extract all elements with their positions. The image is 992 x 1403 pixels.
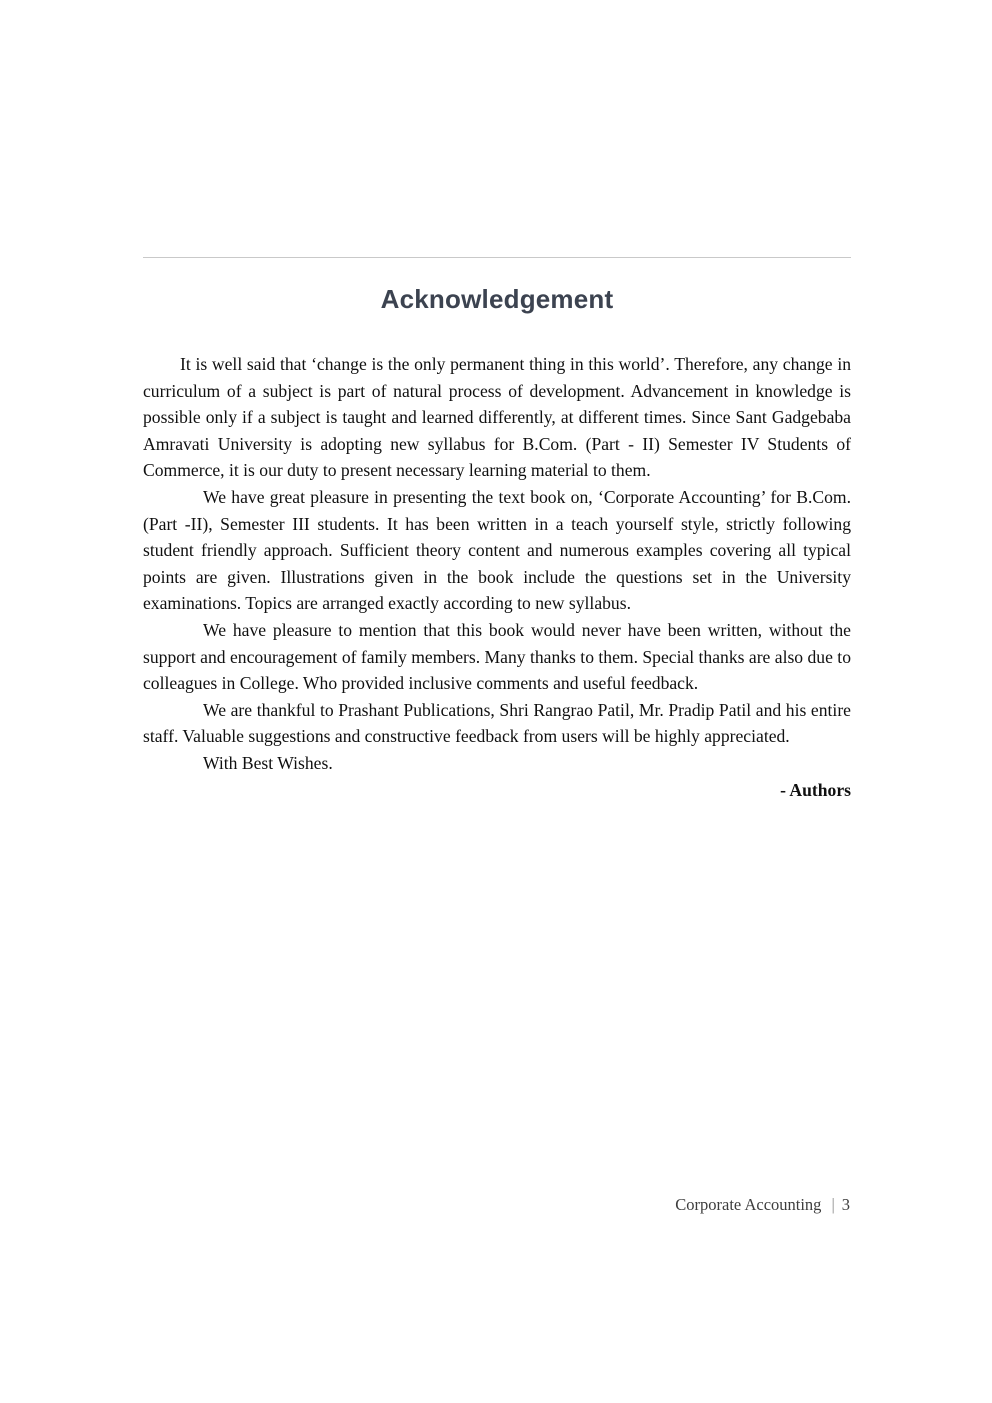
page-title: Acknowledgement — [380, 284, 614, 314]
footer-separator: | — [831, 1195, 835, 1214]
paragraph: We have great pleasure in presenting the text book on, ‘Corporate Accounting’ for B.Com. (Part -II), Semester III students. It has been written in a teach yourself style, strictly following student friendly approach. Sufficient theory content and numerous examples covering all typical points are given. Illustrations given in the book include the questions set in the University examinations. Topics are arranged exactly according to new syllabus. — [143, 486, 851, 614]
paragraph: It is well said that ‘change is the only permanent thing in this world’. Therefore, any change in curriculum of a subject is part of natural process of development. Advancement in knowledge is possible only if a subject is taught and learned differently, at different times. Since Sant Gadgebaba Amravati University is adopting new syllabus for B.Com. (Part - II) Semester IV Students of Commerce, it is our duty to present necessary learning material to them. — [143, 354, 851, 481]
section-divider — [143, 257, 851, 258]
footer-page-number: 3 — [841, 1195, 850, 1214]
page-content — [143, 0, 851, 803]
footer-book-title: Corporate Accounting — [675, 1195, 822, 1214]
body-paragraphs — [143, 351, 851, 777]
paragraph: With Best Wishes. — [203, 752, 333, 773]
paragraph: We have pleasure to mention that this book would never have been written, without the support and encouragement of family members. Many thanks to them. Special thanks are also due to colleagues in College. Who provided inclusive comments and useful feedback. — [143, 619, 851, 694]
paragraph: We are thankful to Prashant Publications, Shri Rangrao Patil, Mr. Pradip Patil and his entire staff. Valuable suggestions and constructive feedback from users will be highly appreciated. — [143, 699, 851, 747]
signature-authors: - Authors — [780, 779, 851, 800]
page-footer — [675, 1195, 850, 1215]
